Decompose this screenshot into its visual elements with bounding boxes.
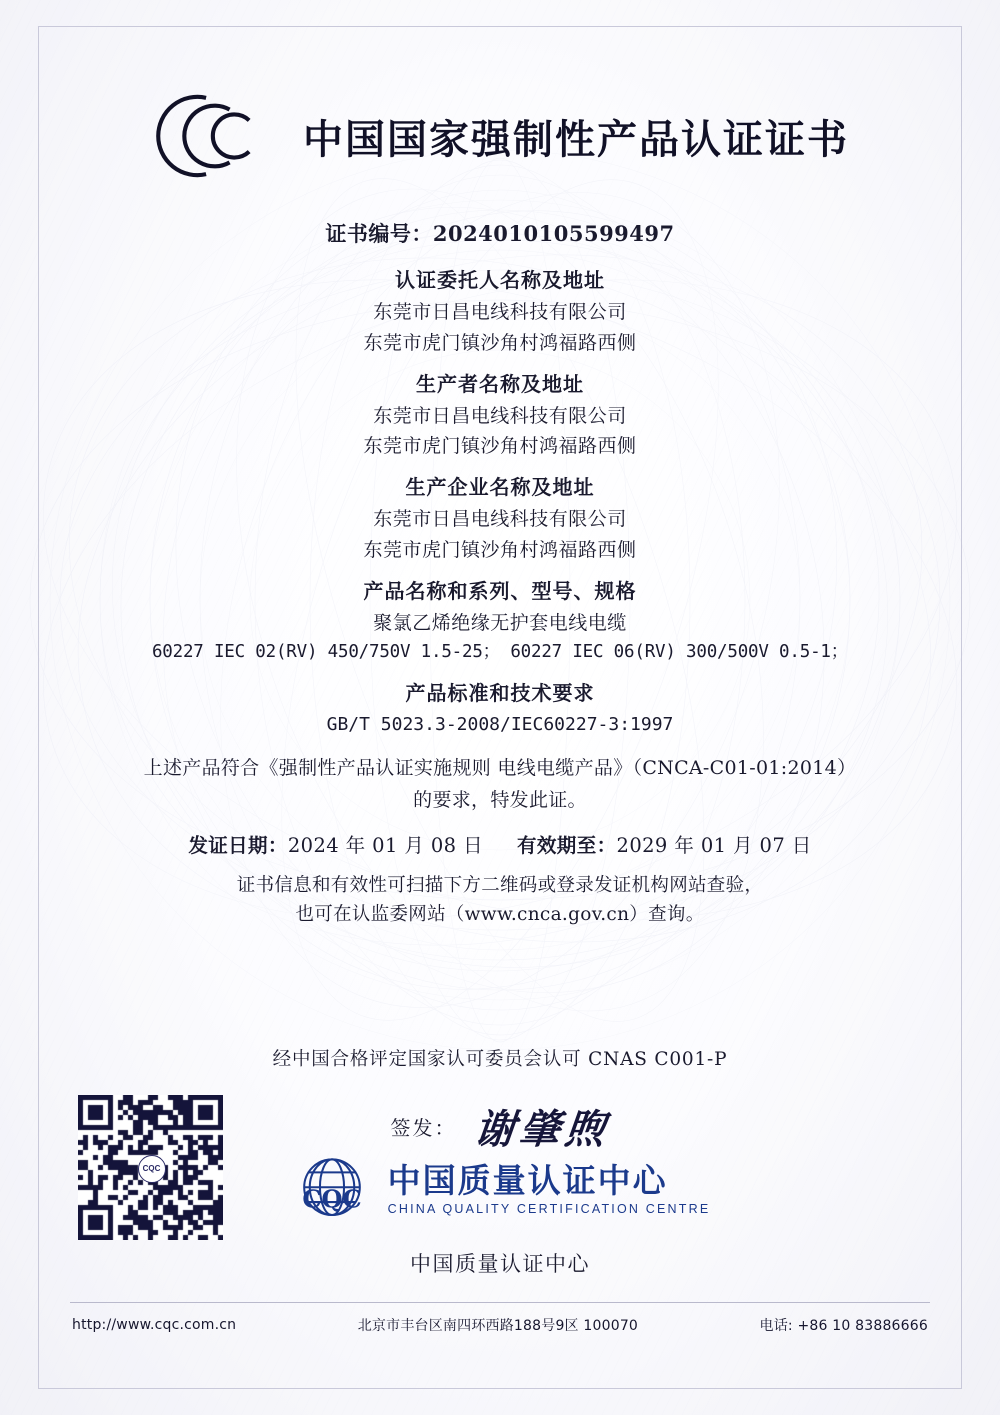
- cnas-accreditation-line: 经中国合格评定国家认可委员会认可 CNAS C001-P: [272, 1049, 728, 1070]
- producer-section: [70, 368, 930, 463]
- applicant-name: 东莞市日昌电线科技有限公司: [373, 301, 627, 323]
- valid-until-value: 2029 年 01 月 07 日: [616, 833, 812, 857]
- certificate-number-value: 2024010105599497: [432, 221, 675, 246]
- issuer-name-cn: 中国质量认证中心: [387, 1160, 668, 1200]
- conformity-statement-line1: 上述产品符合《强制性产品认证实施规则 电线电缆产品》（CNCA-C01-01:2014）: [143, 756, 857, 779]
- cqc-globe-icon: [290, 1152, 374, 1228]
- footer: [72, 1315, 928, 1335]
- qr-center-logo: CQC: [138, 1155, 166, 1183]
- signature-label: 签发：: [390, 1116, 457, 1140]
- standard-heading: 产品标准和技术要求: [405, 681, 595, 706]
- product-models: 60227 IEC 02(RV) 450/750V 1.5-25； 60227 IEC 06(RV) 300/500V 0.5-1；: [151, 642, 849, 663]
- applicant-address: 东莞市虎门镇沙角村鸿福路西侧: [363, 331, 637, 354]
- issue-date-value: 2024 年 01 月 08 日: [287, 833, 483, 857]
- manufacturer-section: [70, 471, 930, 566]
- producer-address: 东莞市虎门镇沙角村鸿福路西侧: [363, 435, 637, 458]
- certificate-body: [70, 218, 930, 930]
- manufacturer-address: 东莞市虎门镇沙角村鸿福路西侧: [363, 538, 637, 561]
- ccc-logo-icon: [151, 90, 269, 182]
- page-title: 中国国家强制性产品认证证书: [303, 115, 849, 163]
- verification-note-line2: 也可在认监委网站（www.cnca.gov.cn）查询。: [295, 904, 705, 926]
- product-name: 聚氯乙烯绝缘无护套电线电缆: [373, 611, 627, 634]
- producer-heading: 生产者名称及地址: [416, 371, 584, 396]
- applicant-section: [70, 264, 930, 359]
- certificate-header: [0, 90, 1000, 182]
- applicant-heading: 认证委托人名称及地址: [395, 268, 605, 292]
- manufacturer-name: 东莞市日昌电线科技有限公司: [373, 508, 627, 531]
- conformity-statement-line2: 的要求，特发此证。: [413, 788, 587, 811]
- issuer-sub-name: 中国质量认证中心: [410, 1252, 590, 1276]
- producer-name: 东莞市日昌电线科技有限公司: [373, 404, 627, 427]
- standard-value: GB/T 5023.3-2008/IEC60227-3:1997: [326, 714, 674, 736]
- certificate-number: [70, 218, 930, 248]
- issuer-name-en: CHINA QUALITY CERTIFICATION CENTRE: [387, 1202, 711, 1217]
- valid-until-label: 有效期至：: [517, 833, 617, 857]
- validity-dates: [70, 830, 930, 858]
- product-heading: 产品名称和系列、型号、规格: [363, 578, 637, 603]
- signature-name: 谢肇煦: [471, 1106, 612, 1153]
- product-section: [70, 575, 930, 669]
- footer-divider: [70, 1302, 930, 1303]
- standard-section: [70, 677, 930, 741]
- conformity-statement: [70, 753, 930, 817]
- manufacturer-heading: 生产企业名称及地址: [405, 475, 595, 500]
- footer-address: 北京市丰台区南四环西路188号9区 100070: [357, 1318, 639, 1334]
- svg-text:CQC: CQC: [301, 1184, 362, 1214]
- certificate-number-label: 证书编号：: [325, 221, 433, 246]
- footer-phone: 电话: +86 10 83886666: [759, 1318, 928, 1334]
- issuer-logo-block: [0, 1152, 1000, 1228]
- footer-website[interactable]: http://www.cqc.com.cn: [72, 1317, 237, 1333]
- verification-note: [70, 871, 930, 931]
- issue-date-label: 发证日期：: [188, 833, 288, 857]
- verification-note-line1: 证书信息和有效性可扫描下方二维码或登录发证机构网站查验，: [236, 874, 764, 896]
